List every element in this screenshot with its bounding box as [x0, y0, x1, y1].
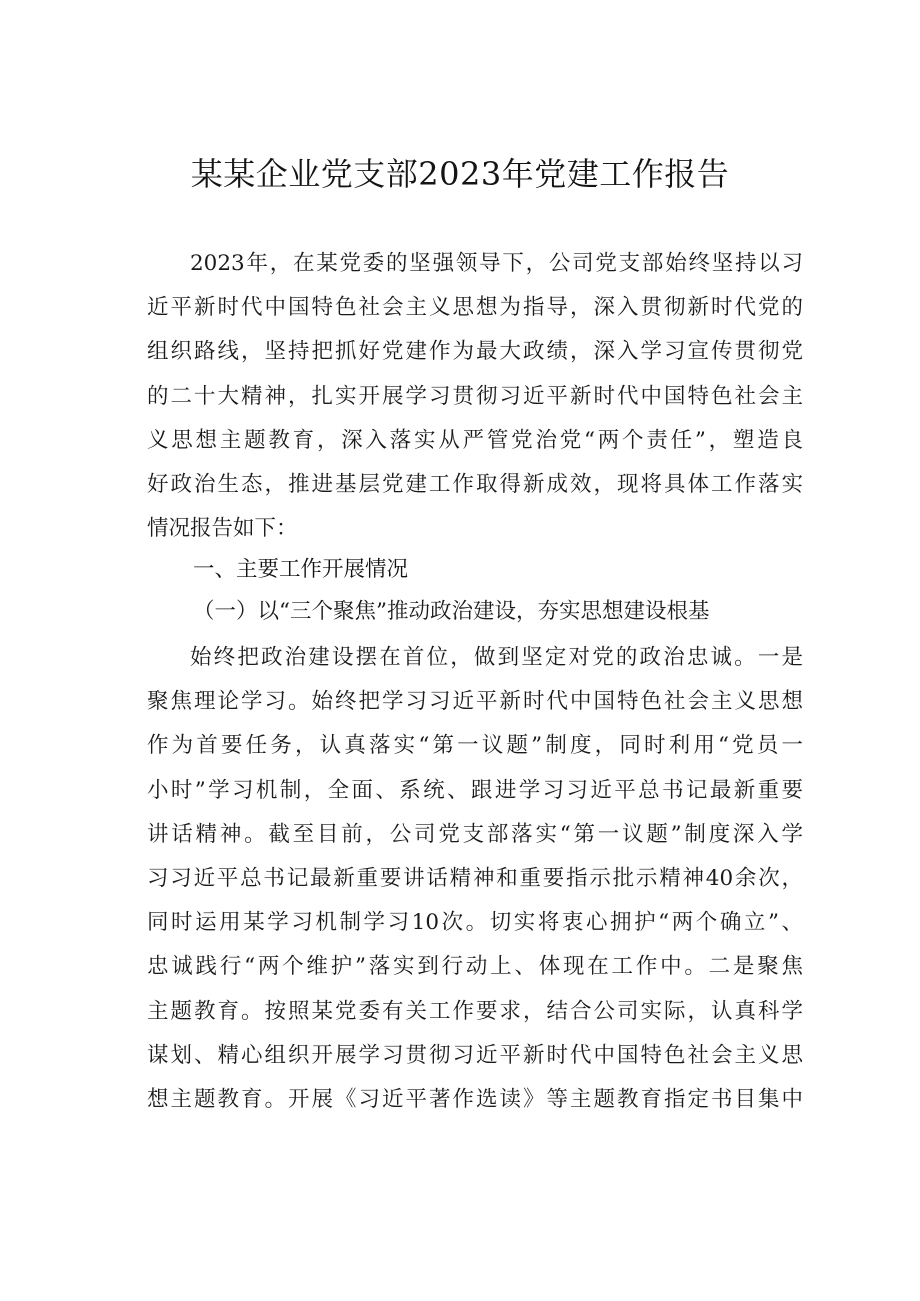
body-paragraph [147, 636, 803, 1122]
subsection-heading: （一）以“三个聚焦”推动政治建设，夯实思想建设根基 [193, 599, 710, 624]
intro-line: 2023年，在某党委的坚强领导下，公司党支部始终坚持以习 [190, 251, 803, 276]
intro-paragraph [147, 242, 803, 551]
paragraph-line: 作为首要任务，认真落实“第一议题”制度，同时利用“党员一 [147, 733, 803, 759]
section-heading: 一、主要工作开展情况 [193, 557, 409, 582]
paragraph-line: 忠诚践行“两个维护”落实到行动上、体现在工作中。二是聚焦 [147, 954, 803, 980]
intro-line: 的二十大精神，扎实开展学习贯彻习近平新时代中国特色社会主 [147, 383, 803, 409]
paragraph-line: 想主题教育。开展《习近平著作选读》等主题教育指定书目集中 [147, 1087, 803, 1113]
paragraph-line: 聚焦理论学习。始终把学习习近平新时代中国特色社会主义思想 [147, 689, 803, 715]
paragraph-line: 习习近平总书记最新重要讲话精神和重要指示批示精神40余次， [147, 866, 803, 892]
intro-line: 组织路线，坚持把抓好党建作为最大政绩，深入学习宣传贯彻党 [147, 339, 803, 365]
intro-line: 情况报告如下： [147, 516, 298, 542]
intro-line: 近平新时代中国特色社会主义思想为指导，深入贯彻新时代党的 [147, 295, 803, 321]
intro-line: 义思想主题教育，深入落实从严管党治党“两个责任”，塑造良 [147, 427, 803, 453]
intro-line: 好政治生态，推进基层党建工作取得新成效，现将具体工作落实 [147, 472, 803, 498]
paragraph-line: 始终把政治建设摆在首位，做到坚定对党的政治忠诚。一是 [190, 645, 803, 670]
paragraph-line: 同时运用某学习机制学习10次。切实将衷心拥护“两个确立”、 [147, 910, 803, 936]
document-title: 某某企业党支部2023年党建工作报告 [190, 155, 730, 193]
paragraph-line: 讲话精神。截至目前，公司党支部落实“第一议题”制度深入学 [147, 821, 803, 847]
paragraph-line: 主题教育。按照某党委有关工作要求，结合公司实际，认真科学 [147, 998, 803, 1024]
paragraph-line: 小时”学习机制，全面、系统、跟进学习习近平总书记最新重要 [147, 777, 803, 803]
paragraph-line: 谋划、精心组织开展学习贯彻习近平新时代中国特色社会主义思 [147, 1042, 803, 1068]
